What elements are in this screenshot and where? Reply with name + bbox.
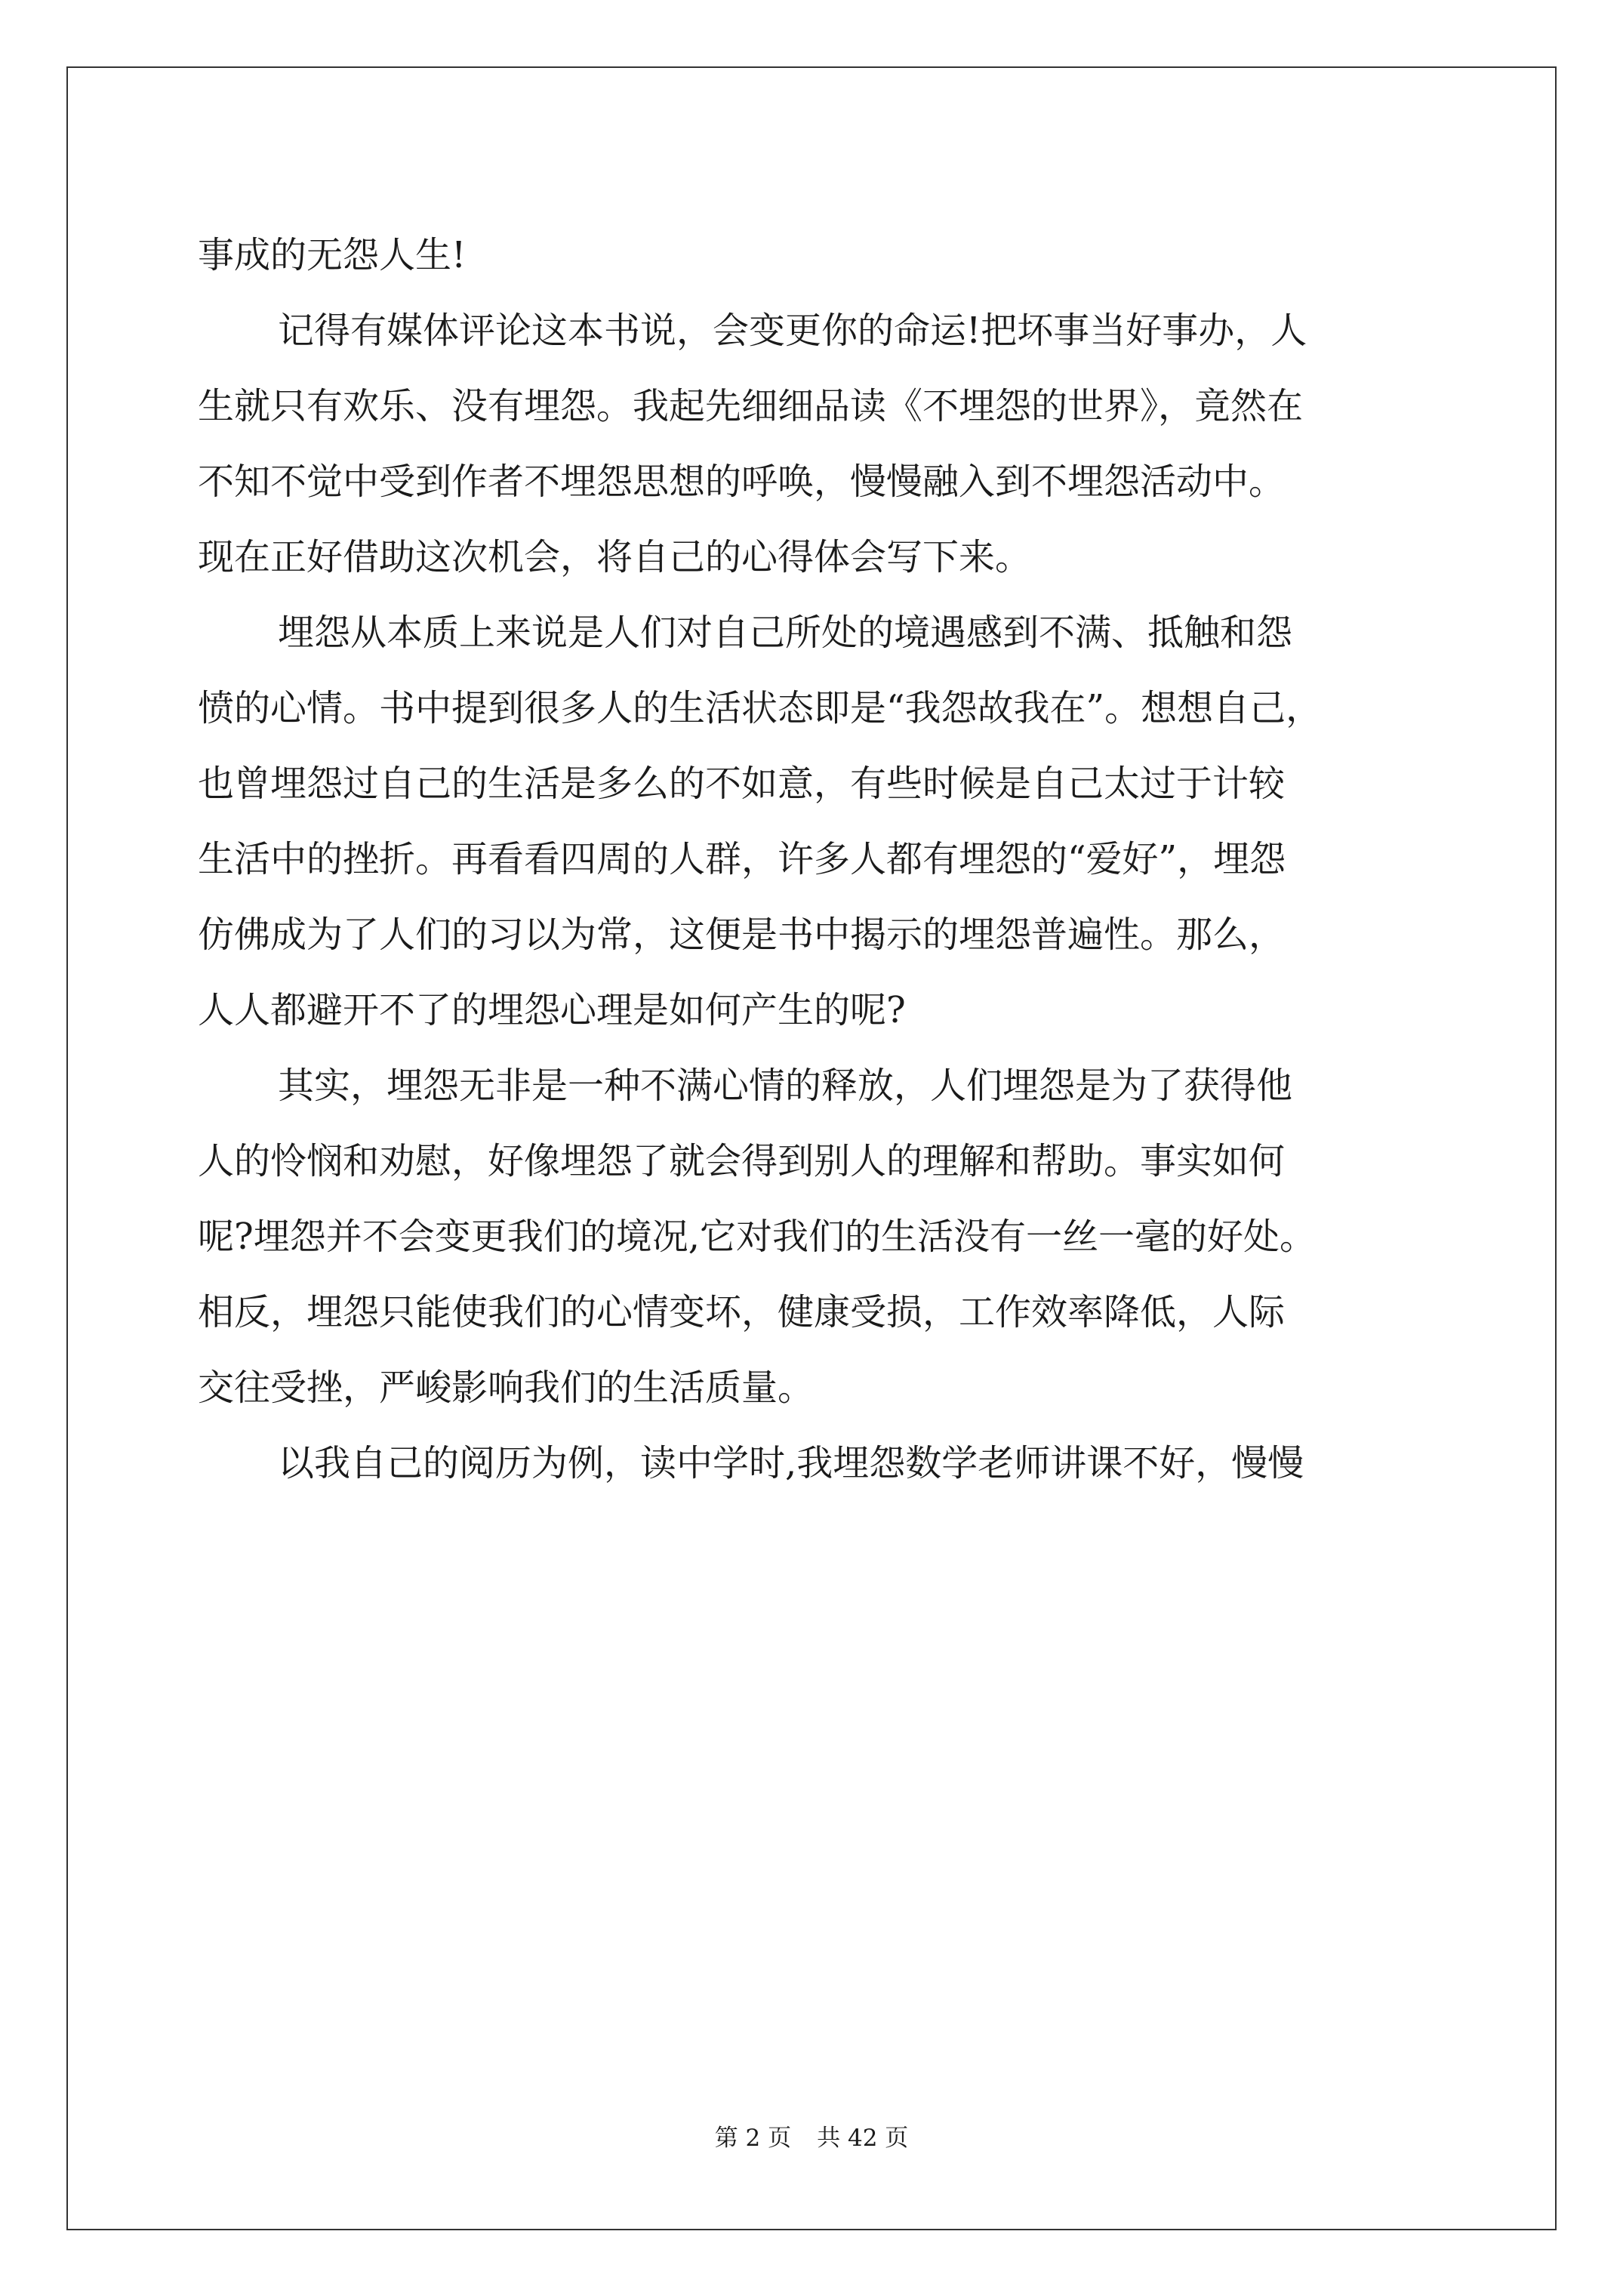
text-line: 也曾埋怨过自己的生活是多么的不如意，有些时候是自己太过于计较 xyxy=(198,763,1286,805)
text-line: 人的怜悯和劝慰，好像埋怨了就会得到别人的理解和帮助。事实如何 xyxy=(198,1140,1286,1182)
text-line: 不知不觉中受到作者不埋怨思想的呼唤，慢慢融入到不埋怨活动中。 xyxy=(198,461,1286,503)
text-line: 人人都避开不了的埋怨心理是如何产生的呢? xyxy=(198,989,906,1031)
text-line: 以我自己的阅历为例，读中学时,我埋怨数学老师讲课不好，慢慢 xyxy=(278,1442,1304,1484)
text-line: 事成的无怨人生! xyxy=(198,234,467,276)
text-line: 交往受挫，严峻影响我们的生活质量。 xyxy=(198,1367,815,1409)
text-line: 相反，埋怨只能使我们的心情变坏，健康受损，工作效率降低，人际 xyxy=(198,1291,1286,1333)
page-number: 第 2 页 xyxy=(714,2125,792,2152)
document-body xyxy=(198,217,1430,1501)
text-line: 仿佛成为了人们的习以为常，这便是书中揭示的埋怨普遍性。那么， xyxy=(198,914,1286,956)
text-line: 生活中的挫折。再看看四周的人群，许多人都有埋怨的“爱好”，埋怨 xyxy=(198,838,1286,880)
text-line: 生就只有欢乐、没有埋怨。我起先细细品读《不埋怨的世界》，竟然在 xyxy=(198,385,1304,427)
text-line: 现在正好借助这次机会，将自己的心得体会写下来。 xyxy=(198,536,1032,578)
text-line: 其实，埋怨无非是一种不满心情的释放，人们埋怨是为了获得他 xyxy=(278,1065,1293,1107)
total-pages: 共 42 页 xyxy=(817,2125,909,2152)
text-line: 呢?埋怨并不会变更我们的境况,它对我们的生活没有一丝一毫的好处。 xyxy=(198,1216,1316,1258)
page-footer xyxy=(0,2123,1623,2153)
text-line: 埋怨从本质上来说是人们对自己所处的境遇感到不满、抵触和怨 xyxy=(278,612,1293,654)
text-line: 愤的心情。书中提到很多人的生活状态即是“我怨故我在”。想想自己， xyxy=(198,687,1323,729)
text-line: 记得有媒体评论这本书说，会变更你的命运!把坏事当好事办，人 xyxy=(278,310,1307,352)
